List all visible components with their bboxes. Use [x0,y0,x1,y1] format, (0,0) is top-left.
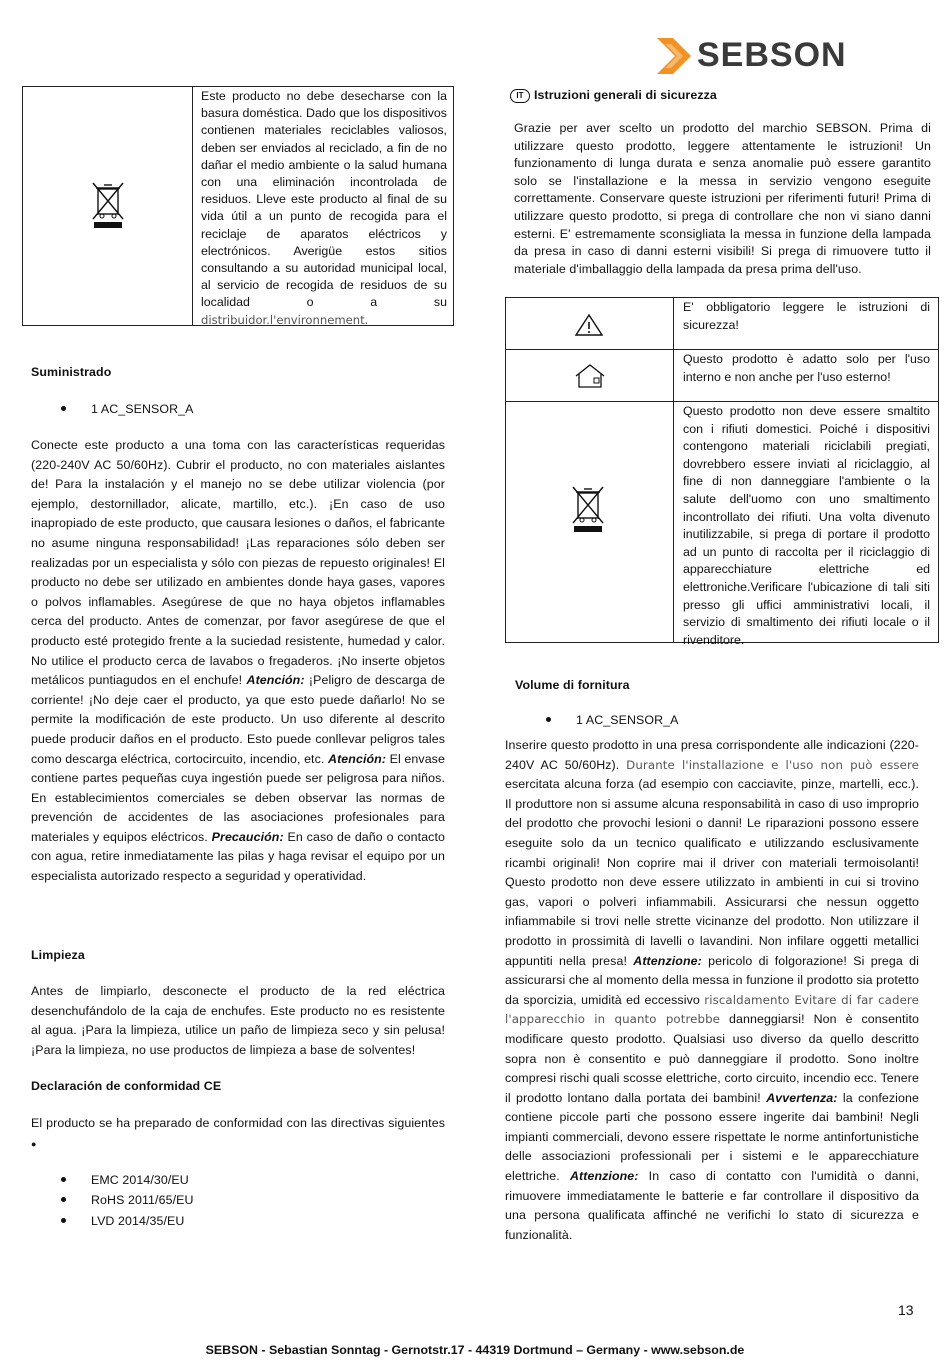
es-ce-item [61,1191,261,1211]
indoor-house-icon [575,364,605,388]
bullet-icon [546,717,551,722]
es-ce-text: El producto se ha preparado de conformidad con las directivas siguientes ● [31,1116,445,1149]
it-safety-text-4: In caso di contatto con l'umidità o danni, rimuovere immediatamente le batterie e far controllare il dispositivo da una persona qualificata affinché ne verifichi lo stato di sicurezza e funzionalità. [505,1169,920,1242]
es-disposal-body: Este producto no debe desecharse con la basura doméstica. Dado que los dispositivos contienen materiales reciclables valiosos, deben ser enviados al reciclado, a fin de no dañar el medio ambiente o la salud humana con una eliminación incontrolada de residuos. Lleve este producto al final de su vida útil a un punto de recogida para el reciclaje de aparatos eléctricos y electrónicos. Averigüe estos sitios consultando a su autoridad municipal local, al servicio de recogida de residuos de su localidad o a su [201,89,447,310]
page-footer: SEBSON - Sebastian Sonntag - Gernotstr.17 - 44319 Dortmund – Germany - www.sebson.de [205,1343,745,1357]
it-row-text: E' obbligatorio leggere le istruzioni di sicurezza! [683,300,930,332]
es-limpieza-text: Antes de limpiarlo, desconecte el producto de la red eléctrica desenchufándolo de la caja de enchufes. Este producto no es resistente al agua. ¡Para la limpieza, utilice un paño de limpieza seco y sin pelusa! ¡Para la limpieza, no use productos de limpieza a base de solventes! [31,984,445,1057]
es-suministrado-heading: Suministrado [31,365,112,379]
es-precaucion-label: Precaución: [211,829,284,844]
it-table-icon-cell [506,350,674,401]
es-ce-item [61,1171,261,1191]
es-suministrado-item [61,400,261,420]
it-safety-text-2b: riscaldamento Evitare di far cadere l'apparecchio in quanto potrebbe [505,992,919,1027]
es-disposal-table [22,86,454,326]
es-disposal-icon-cell [23,87,193,325]
it-volume-item-label: 1 AC_SENSOR_A [576,713,679,727]
it-attenzione-label: Attenzione: [633,953,702,968]
crossed-bin-icon [571,483,605,533]
es-ce-item-label: LVD 2014/35/EU [91,1214,185,1228]
es-ce-item [61,1212,261,1232]
it-table-row [506,402,938,647]
es-safety-text-1: Conecte este producto a una toma con las características requeridas (220-240V AC 50/60Hz). Cubrir el producto, no con materiales aislantes de! Para la instalación y el manejo no se debe utilizar violencia (por ejemplo, destornillador, alicate, martillo, etc.). ¡En caso de uso inapropiado de este producto, que causara lesiones o daños, el fabricante no asume ninguna responsabilidad! ¡Las reparaciones sólo deben ser realizadas por un especialista y sólo con piezas de repuesto originales! El producto no debe ser utilizado en ambientes donde haya gases, vapores o polvos inflamables. Asegúrese de que no haya objetos inflamables cerca del producto. Antes de comenzar, por favor asegúrese de que el producto esté protegido frente a la suciedad resistente, humedad y calor. No utilice el producto cerca de lavabos o fregaderos. ¡No inserte objetos metálicos puntiagudos en el enchufe! [31,438,445,688]
it-safety-table [505,297,939,647]
page-number: 13 [898,1302,914,1318]
warning-triangle-icon [575,314,603,336]
es-limpieza-heading: Limpieza [31,948,85,962]
it-row-text: Questo prodotto è adatto solo per l'uso interno e non anche per l'uso esterno! [683,352,930,384]
es-ce-text-body: El producto se ha preparado de conformidad con las directivas siguientes [31,1116,445,1130]
es-safety-paragraph [31,436,445,887]
it-heading-row [510,86,717,106]
es-atencion-label: Atención: [246,673,305,688]
chevron-logo-icon [655,36,695,76]
it-safety-text-3: la confezione contiene piccole parti che possono essere ingerite dai bambini! Negli impianti commerciali, devono essere rispettate le norme antinfortunistiche delle associazioni professionali per i sistemi e le apparecchiature elettriche. [505,1090,920,1184]
crossed-bin-icon [91,179,125,229]
it-row-text: Questo prodotto non deve essere smaltito con i rifiuti domestici. Poiché i dispositivi contengono materiali riciclabili pregiati, dovrebbero essere inviati al riciclaggio, al fine di non danneggiare l'ambiente o la salute dell'uomo con uno smaltimento incontrollato dei rifiuti. Una volta divenuto inutilizzabile, si prega di portare il prodotto ad un punto di raccolta per il riciclaggio di apparecchiature elettriche ed elettroniche.Verificare l'ubicazione di tali siti presso gli uffici amministrativi locali, il servizio di smaltimento dei rifiuti locale o il rivenditore. [683,404,930,647]
it-table-icon-cell [506,298,674,349]
it-safety-text-1b: Durante l'installazione e l'uso non può essere [626,757,920,772]
it-safety-text-1c: esercitata alcuna forza (ad esempio con cacciavite, pinze, martelli, ecc.). Il produttore non si assume alcuna responsabilità in caso di uso improprio del prodotto che provochi lesioni o danni! Le riparazioni possono essere eseguite solo da un tecnico qualificato e utilizzando esclusivamente ricambi originali! Non coprire mai il driver con materiali termoisolanti! Questo prodotto non deve essere utilizzato in ambienti in cui si trovino gas, vapori o polveri infiammabili. Assicurarsi che nessun oggetto infiammabile si trovi nelle strette vicinanze del prodotto. Non utilizzare il prodotto in prossimità di lavelli o lavandini. Non infilare oggetti metallici appuntiti nella presa! [505,777,919,968]
it-safety-text-2a: pericolo di folgorazione! Si prega di assicurarsi che al momento della messa in funzione il prodotto sia protetto da sporcizia, umidità ed eccessivo [505,953,920,1007]
it-intro: Grazie per aver scelto un prodotto del marchio SEBSON. Prima di utilizzare questo prodotto, leggere attentamente le istruzioni! Un funzionamento di lunga durata e senza anomalie può essere garantito solo se l'installazione e la messa in servizio vengono eseguite correttamente. Conservare queste istruzioni per riferimenti futuri! Prima di utilizzare questo prodotto, si prega di controllare che non vi siano danni esterni. E' estremamente sconsigliata la messa in funzione della lampada da presa in caso di danni esterni visibili! Si prega di rimuovere tutto il materiale d'imballaggio della lampada da presa prima dell'uso. [514,121,931,276]
es-suministrado-item-label: 1 AC_SENSOR_A [91,402,194,416]
es-safety-text-2: ¡Peligro de descarga de corriente! ¡No deje caer el producto, ya que esto puede dañarlo! No se permite la modificación de este producto. Un uso diferente al descrito puede producir daños en el producto. Esto puede conllevar peligros tales como descarga eléctrica, cortocircuito, incendio, etc. [31,673,446,766]
bullet-icon [61,406,66,411]
logo-wordmark: SEBSON [697,36,847,74]
it-volume-heading: Volume di fornitura [515,678,630,692]
it-heading: Istruzioni generali di sicurezza [534,88,717,102]
es-ce-item-label: RoHS 2011/65/EU [91,1193,194,1207]
es-disposal-tail: distribuidor.l'environnement. [201,312,369,327]
bullet-icon [61,1197,66,1202]
it-table-icon-cell [506,402,674,642]
bullet-icon [61,1218,66,1223]
es-safety-text-4: En caso de daño o contacto con agua, retire inmediatamente las pilas y haga revisar el equipo por un especialista autorizado respecto a seguridad y operatividad. [31,829,446,884]
es-ce-heading: Declaración de conformidad CE [31,1079,222,1093]
es-safety-text-3: El envase contiene partes pequeñas cuya ingestión puede ser peligrosa para niños. En establecimientos comerciales se deben observar las normas de prevención de accidentes de las asociaciones profesionales para materiales y equipos eléctricos. [31,751,445,844]
sebson-logo [655,36,865,76]
it-avvertenza-label: Avvertenza: [766,1090,838,1105]
it-table-row [506,298,938,350]
es-atencion-label-2: Atención: [328,751,387,766]
it-volume-item [546,711,746,731]
it-attenzione-label-2: Attenzione: [569,1169,639,1184]
it-safety-paragraph [505,736,919,1245]
es-disposal-text [201,88,447,329]
es-ce-item-label: EMC 2014/30/EU [91,1173,189,1187]
it-table-row [506,350,938,402]
it-safety-text-1a: Inserire questo prodotto in una presa corrispondente alle indicazioni (220-240V AC 50/60Hz). [505,738,919,772]
bullet-icon [61,1177,66,1182]
it-language-badge: IT [510,89,530,103]
it-safety-text-2c: danneggiarsi! Non è consentito modificare questo prodotto. Qualsiasi uso diverso da quello descritto sopra non è consentito e può danneggiare il prodotto. Sono inoltre compresi rischi quali scosse elettriche, corto circuito, incendio ecc. Tenere il prodotto lontano dalla portata dei bambini! [505,1012,919,1105]
